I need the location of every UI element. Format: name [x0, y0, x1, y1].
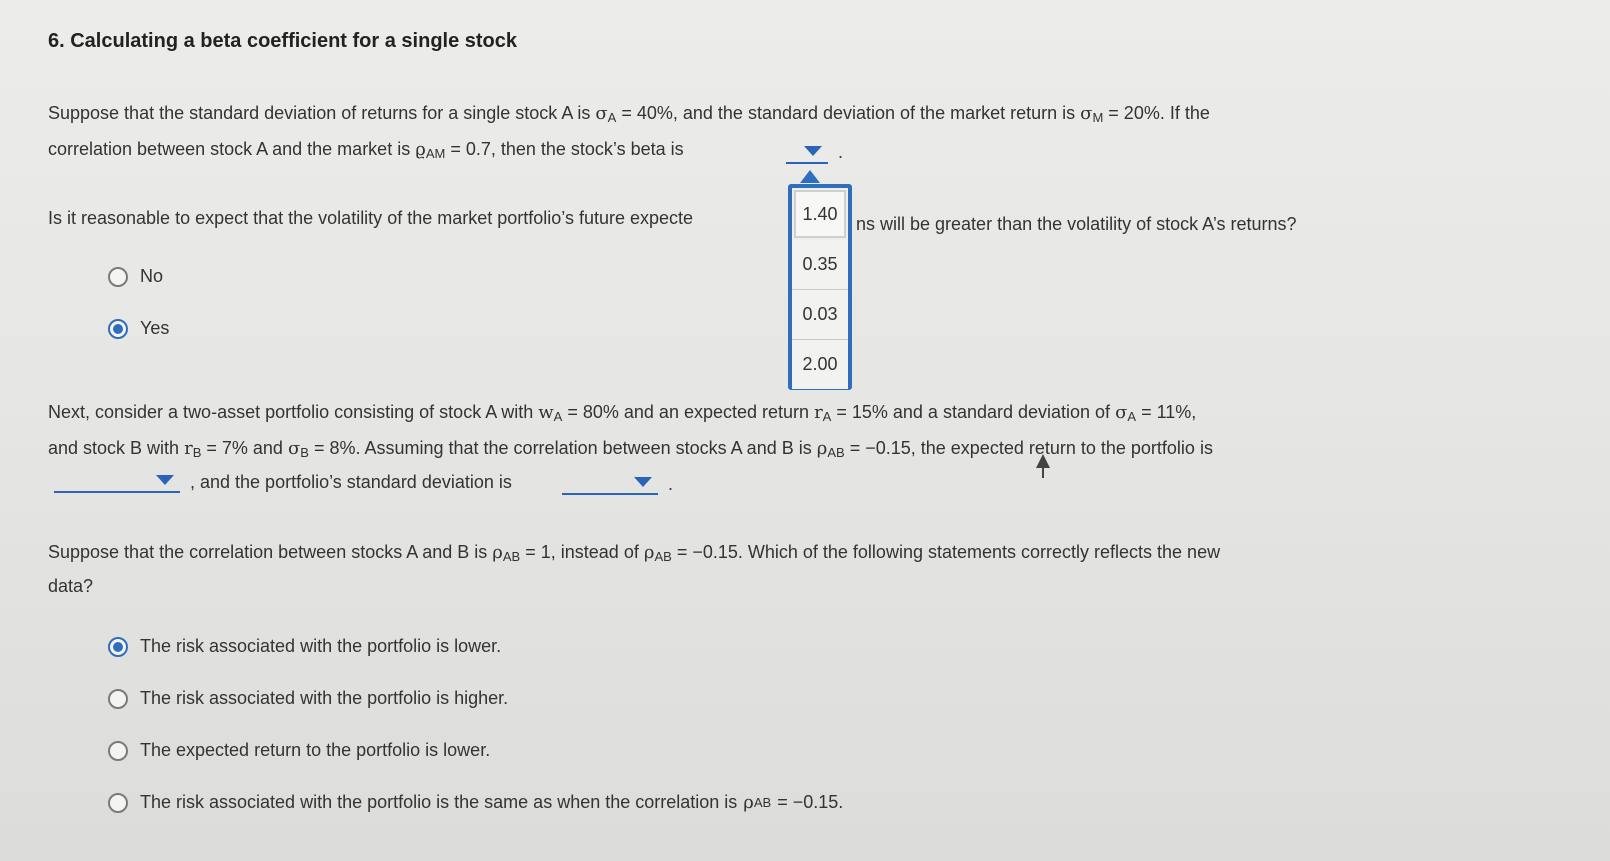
- beta-option-2[interactable]: 0.35: [792, 240, 848, 290]
- beta-option-3[interactable]: 0.03: [792, 290, 848, 340]
- beta-dropdown[interactable]: [786, 140, 828, 164]
- q2-text-right: ns will be greater than the volatility of stock A’s returns?: [856, 214, 1297, 234]
- q2-option-no[interactable]: No: [108, 266, 163, 287]
- q1-period: .: [838, 142, 844, 162]
- q3-line2: and stock B with $r_B = 7\%$ and $\sigma_B = 8\%$. Assuming that the correlation between stocks A and B is $\rho_{AB} = -0.15$, the expected return to the portfolio is: [48, 438, 1213, 460]
- chevron-down-icon: [634, 477, 652, 487]
- std-dev-dropdown[interactable]: [562, 471, 658, 495]
- chevron-down-icon: [804, 146, 822, 156]
- q4-line1: Suppose that the correlation between stocks A and B is $\rho_{AB} = 1$, instead of $\rho_{AB} = -0.15$. Which of the following statements correctly reflects the new: [48, 542, 1221, 564]
- q3-line3: , and the portfolio’s standard deviation is: [190, 472, 512, 492]
- q4-option-2[interactable]: The risk associated with the portfolio is higher.: [108, 688, 508, 709]
- radio-button[interactable]: [108, 741, 128, 761]
- radio-button[interactable]: [108, 689, 128, 709]
- q4-line2: data?: [48, 576, 94, 596]
- q4-option-4[interactable]: The risk associated with the portfolio is the same as when the correlation is ρ AB = −0.15.: [108, 792, 843, 813]
- q3-period: .: [668, 474, 674, 494]
- radio-button-checked[interactable]: [108, 637, 128, 657]
- dropdown-pointer-icon: [800, 170, 820, 183]
- radio-button[interactable]: [108, 267, 128, 287]
- q2-text-left: Is it reasonable to expect that the volatility of the market portfolio’s future expecte: [48, 208, 694, 228]
- radio-button[interactable]: [108, 793, 128, 813]
- beta-option-1[interactable]: 1.40: [794, 190, 846, 238]
- beta-dropdown-menu: [788, 184, 852, 390]
- chevron-down-icon: [156, 475, 174, 485]
- radio-button-checked[interactable]: [108, 319, 128, 339]
- question-title: 6. Calculating a beta coefficient for a single stock: [48, 30, 518, 52]
- q1-line1: Suppose that the standard deviation of returns for a single stock A is $\sigma_A = 40\%$, and the standard deviation of the market return is $\sigma_M = 20\%$. If the: [48, 103, 1210, 125]
- beta-option-4[interactable]: 2.00: [792, 340, 848, 389]
- q4-option-1[interactable]: The risk associated with the portfolio is lower.: [108, 636, 501, 657]
- expected-return-dropdown[interactable]: [54, 469, 180, 493]
- q2-option-yes[interactable]: Yes: [108, 318, 169, 339]
- mouse-cursor-tail: [1042, 466, 1044, 478]
- q3-line1: Next, consider a two-asset portfolio consisting of stock A with $w_A = 80\%$ and an expected return $r_A = 15\%$ and a standard deviation of $\sigma_A = 11\%$,: [48, 402, 1197, 424]
- q1-line2: correlation between stock A and the market is $ϱ_{AM} = 0.7$, then the stock’s beta is: [48, 139, 684, 161]
- q4-option-3[interactable]: The expected return to the portfolio is lower.: [108, 740, 490, 761]
